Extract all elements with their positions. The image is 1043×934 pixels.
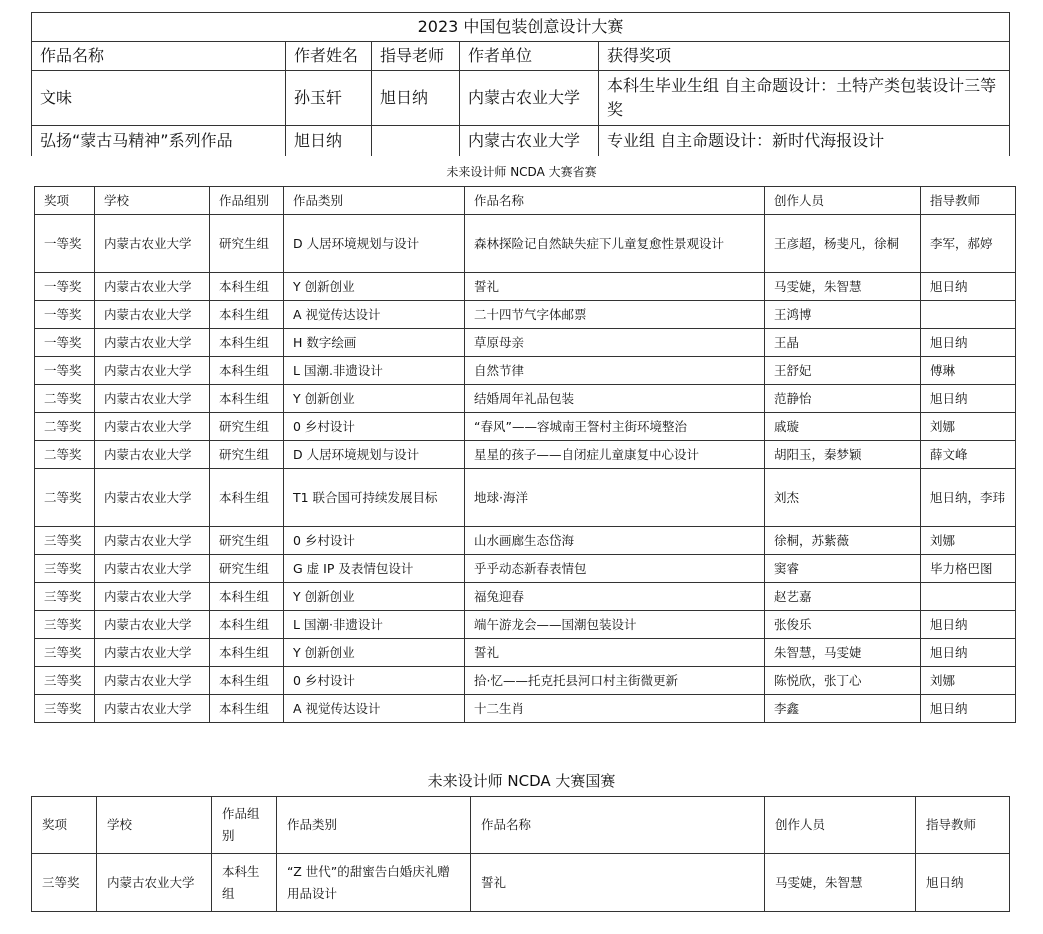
table-cell: 徐桐，苏紫薇 (765, 527, 921, 555)
table-cell: L 国潮.非遗设计 (284, 357, 465, 385)
header-cell: 学校 (95, 187, 210, 215)
table-cell (921, 583, 1016, 611)
table-row (35, 469, 1016, 527)
table-cell: 本科生组 (210, 667, 284, 695)
table-cell: “春风”——容城南王詧村主街环境整治 (465, 413, 765, 441)
table-cell: 三等奖 (32, 854, 97, 912)
table-cell: 陈悦欣，张丁心 (765, 667, 921, 695)
table-row (35, 385, 1016, 413)
provincial-contest-title: 未来设计师 NCDA 大赛省赛 (446, 165, 597, 179)
header-cell: 作品类别 (277, 797, 471, 854)
table-row (35, 357, 1016, 385)
table-cell: 旭日纳 (921, 639, 1016, 667)
table-cell: 二等奖 (35, 441, 95, 469)
table-cell: 二十四节气字体邮票 (465, 301, 765, 329)
table-row (35, 301, 1016, 329)
table-cell: 内蒙古农业大学 (95, 441, 210, 469)
table-cell: 窦睿 (765, 555, 921, 583)
packaging-contest-title: 2023 中国包装创意设计大赛 (32, 13, 1010, 42)
table-cell: 自然节律 (465, 357, 765, 385)
table-cell: 马雯婕，朱智慧 (765, 273, 921, 301)
table-cell: 内蒙古农业大学 (95, 695, 210, 723)
header-cell: 作品类别 (284, 187, 465, 215)
table-cell: 山水画廊生态岱海 (465, 527, 765, 555)
table-cell: 内蒙古农业大学 (95, 215, 210, 273)
table-cell: 内蒙古农业大学 (95, 301, 210, 329)
provincial-contest-table (34, 186, 1016, 723)
table-cell: 内蒙古农业大学 (95, 555, 210, 583)
table-cell (372, 126, 460, 157)
table-cell: 张俊乐 (765, 611, 921, 639)
header-cell: 指导教师 (916, 797, 1010, 854)
table-cell: 二等奖 (35, 469, 95, 527)
table-cell: T1 联合国可持续发展目标 (284, 469, 465, 527)
table-cell: 李军，郝婷 (921, 215, 1016, 273)
table-cell: 结婚周年礼品包装 (465, 385, 765, 413)
table-cell: 本科生组 (212, 854, 277, 912)
table-row (35, 215, 1016, 273)
table-cell: 本科生组 (210, 301, 284, 329)
table-cell: 内蒙古农业大学 (95, 583, 210, 611)
table-cell: 0 乡村设计 (284, 527, 465, 555)
table-cell: 三等奖 (35, 555, 95, 583)
table-cell: 旭日纳，李玮 (921, 469, 1016, 527)
table-cell: 研究生组 (210, 527, 284, 555)
table-cell: 旭日纳 (921, 695, 1016, 723)
table-cell: 旭日纳 (286, 126, 372, 157)
table-cell: 乎乎动态新春表情包 (465, 555, 765, 583)
table-cell: Y 创新创业 (284, 273, 465, 301)
table-cell: 范静怡 (765, 385, 921, 413)
table-cell: 内蒙古农业大学 (95, 667, 210, 695)
table-cell (921, 301, 1016, 329)
header-cell: 作品名称 (32, 42, 286, 71)
table-cell: D 人居环境规划与设计 (284, 441, 465, 469)
table-cell: 旭日纳 (921, 329, 1016, 357)
table-cell: 旭日纳 (921, 611, 1016, 639)
table-cell: 本科生组 (210, 583, 284, 611)
table-cell: 王晶 (765, 329, 921, 357)
table-cell: 本科生毕业生组 自主命题设计：土特产类包装设计三等奖 (599, 71, 1010, 126)
table-cell: 草原母亲 (465, 329, 765, 357)
table-cell: 专业组 自主命题设计：新时代海报设计 (599, 126, 1010, 157)
table-cell: 内蒙古农业大学 (95, 413, 210, 441)
table-cell: 本科生组 (210, 611, 284, 639)
table-row (32, 126, 1010, 157)
table-cell: 内蒙古农业大学 (95, 639, 210, 667)
table-cell: D 人居环境规划与设计 (284, 215, 465, 273)
table-cell: A 视觉传达设计 (284, 695, 465, 723)
table-cell: 0 乡村设计 (284, 667, 465, 695)
table-cell: Y 创新创业 (284, 583, 465, 611)
header-cell: 作者单位 (460, 42, 599, 71)
table-cell: 三等奖 (35, 639, 95, 667)
table-row (35, 611, 1016, 639)
table-cell: 内蒙古农业大学 (460, 126, 599, 157)
table-row (35, 555, 1016, 583)
table-cell: 戚璇 (765, 413, 921, 441)
table-cell: 研究生组 (210, 413, 284, 441)
table-cell: 十二生肖 (465, 695, 765, 723)
table-cell: 马雯婕，朱智慧 (765, 854, 916, 912)
table-cell: 刘娜 (921, 527, 1016, 555)
table-cell: 薛文峰 (921, 441, 1016, 469)
header-cell: 作品名称 (465, 187, 765, 215)
table-cell: 内蒙古农业大学 (95, 357, 210, 385)
table-cell: 旭日纳 (921, 385, 1016, 413)
table-row (32, 854, 1010, 912)
table-cell: Y 创新创业 (284, 385, 465, 413)
table-cell: 一等奖 (35, 273, 95, 301)
header-cell: 创作人员 (765, 797, 916, 854)
table-header-row (32, 797, 1010, 854)
table-cell: Y 创新创业 (284, 639, 465, 667)
table-cell: H 数字绘画 (284, 329, 465, 357)
table-cell: “Z 世代”的甜蜜告白婚庆礼赠用品设计 (277, 854, 471, 912)
table-cell: 文味 (32, 71, 286, 126)
table-cell: 一等奖 (35, 215, 95, 273)
table-cell: 研究生组 (210, 555, 284, 583)
table-cell: A 视觉传达设计 (284, 301, 465, 329)
header-cell: 获得奖项 (599, 42, 1010, 71)
table-cell: 弘扬“蒙古马精神”系列作品 (32, 126, 286, 157)
table-cell: 内蒙古农业大学 (95, 527, 210, 555)
table-cell: 旭日纳 (372, 71, 460, 126)
table-cell: 研究生组 (210, 441, 284, 469)
table-cell: 本科生组 (210, 329, 284, 357)
table-row (35, 583, 1016, 611)
table-cell: 内蒙古农业大学 (95, 385, 210, 413)
table-cell: 一等奖 (35, 301, 95, 329)
table-row (35, 413, 1016, 441)
table-cell: 本科生组 (210, 385, 284, 413)
table-cell: 三等奖 (35, 611, 95, 639)
table-cell: 研究生组 (210, 215, 284, 273)
national-contest-table (31, 796, 1010, 912)
table-cell: 本科生组 (210, 469, 284, 527)
table-cell: 王鸿博 (765, 301, 921, 329)
table-cell: 内蒙古农业大学 (97, 854, 212, 912)
table-cell: 森林探险记自然缺失症下儿童复愈性景观设计 (465, 215, 765, 273)
header-cell: 指导老师 (372, 42, 460, 71)
table-row (35, 329, 1016, 357)
table-cell: 星星的孩子——自闭症儿童康复中心设计 (465, 441, 765, 469)
header-cell: 作品组别 (212, 797, 277, 854)
table-cell: 本科生组 (210, 695, 284, 723)
table-cell: 本科生组 (210, 273, 284, 301)
table-cell: 一等奖 (35, 357, 95, 385)
table-cell: 朱智慧，马雯婕 (765, 639, 921, 667)
table-cell: 王舒妃 (765, 357, 921, 385)
table-cell: 誓礼 (465, 273, 765, 301)
table-header-row (32, 42, 1010, 71)
header-cell: 学校 (97, 797, 212, 854)
header-cell: 奖项 (32, 797, 97, 854)
table-row (35, 527, 1016, 555)
table-cell: 二等奖 (35, 385, 95, 413)
table-cell: 拾·忆——托克托县河口村主街微更新 (465, 667, 765, 695)
table-cell: 刘娜 (921, 413, 1016, 441)
table-cell: L 国潮·非遗设计 (284, 611, 465, 639)
table-cell: 王彦超，杨斐凡，徐桐 (765, 215, 921, 273)
table-cell: 内蒙古农业大学 (95, 273, 210, 301)
table-cell: 内蒙古农业大学 (95, 611, 210, 639)
table-cell: 内蒙古农业大学 (95, 329, 210, 357)
table-cell: 誓礼 (465, 639, 765, 667)
table-cell: 福兔迎春 (465, 583, 765, 611)
table-cell: 本科生组 (210, 357, 284, 385)
table-cell: 三等奖 (35, 583, 95, 611)
table-header-row (35, 187, 1016, 215)
table-cell: 0 乡村设计 (284, 413, 465, 441)
table-row (35, 667, 1016, 695)
table-cell: 一等奖 (35, 329, 95, 357)
header-cell: 创作人员 (765, 187, 921, 215)
table-cell: 毕力格巴图 (921, 555, 1016, 583)
table-cell: 傅琳 (921, 357, 1016, 385)
table-row (35, 695, 1016, 723)
national-contest-title: 未来设计师 NCDA 大赛国赛 (427, 772, 616, 790)
table-cell: 孙玉轩 (286, 71, 372, 126)
header-cell: 作者姓名 (286, 42, 372, 71)
table-cell: 旭日纳 (921, 273, 1016, 301)
table-cell: 誓礼 (471, 854, 765, 912)
packaging-contest-table (31, 12, 1010, 156)
table-cell: 内蒙古农业大学 (460, 71, 599, 126)
table-cell: 刘杰 (765, 469, 921, 527)
table-row (35, 273, 1016, 301)
table-cell: 三等奖 (35, 527, 95, 555)
table-row (35, 639, 1016, 667)
header-cell: 指导教师 (921, 187, 1016, 215)
table-cell: 本科生组 (210, 639, 284, 667)
table-cell: 内蒙古农业大学 (95, 469, 210, 527)
table-cell: 李鑫 (765, 695, 921, 723)
table-cell: 二等奖 (35, 413, 95, 441)
table-row (35, 441, 1016, 469)
header-cell: 作品组别 (210, 187, 284, 215)
table-cell: 胡阳玉，秦梦颖 (765, 441, 921, 469)
header-cell: 作品名称 (471, 797, 765, 854)
table-cell: 三等奖 (35, 667, 95, 695)
header-cell: 奖项 (35, 187, 95, 215)
table-cell: 旭日纳 (916, 854, 1010, 912)
table-cell: 刘娜 (921, 667, 1016, 695)
table-row (32, 71, 1010, 126)
table-cell: 地球·海洋 (465, 469, 765, 527)
table-cell: 三等奖 (35, 695, 95, 723)
table-cell: 端午游龙会——国潮包装设计 (465, 611, 765, 639)
table-cell: G 虚 IP 及表情包设计 (284, 555, 465, 583)
table-cell: 赵艺嘉 (765, 583, 921, 611)
